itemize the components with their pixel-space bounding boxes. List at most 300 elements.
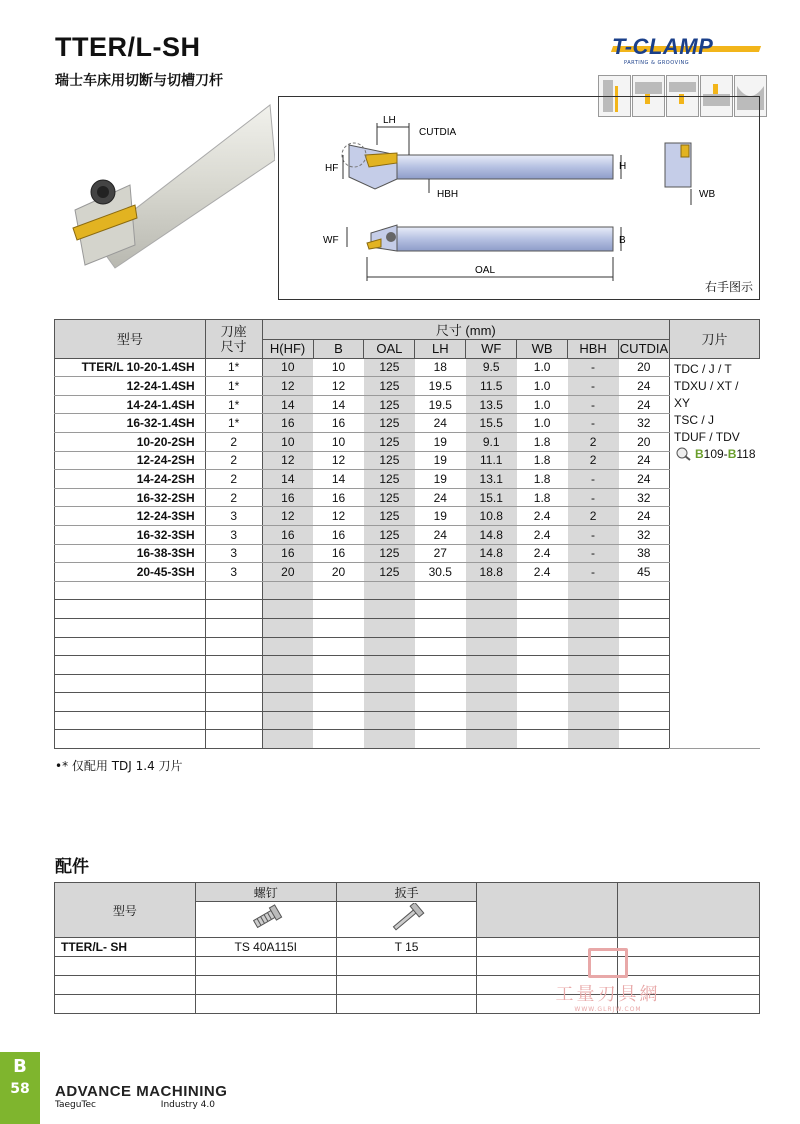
dim-cell: 27 xyxy=(415,544,466,563)
dim-cell xyxy=(568,618,619,637)
dim-cell xyxy=(466,618,517,637)
dim-cell: 19 xyxy=(415,432,466,451)
dim-cell: 19.5 xyxy=(415,377,466,396)
dim-cell: 12 xyxy=(313,507,364,526)
table-row-empty xyxy=(55,693,760,712)
dim-cell: 16 xyxy=(313,488,364,507)
dim-cell: 10 xyxy=(262,432,313,451)
model-cell xyxy=(55,656,206,675)
dim-cell: 14 xyxy=(262,395,313,414)
model-cell: TTER/L 10-20-1.4SH xyxy=(55,358,206,377)
dim-cell xyxy=(517,730,568,749)
dim-cell: 19 xyxy=(415,507,466,526)
dim-cell xyxy=(568,711,619,730)
dim-cell xyxy=(364,656,415,675)
dim-cell xyxy=(415,693,466,712)
watermark-text: 工量刃具網 xyxy=(555,984,661,1005)
dim-cell: 11.5 xyxy=(466,377,517,396)
seat-size-cell: 2 xyxy=(205,470,262,489)
dim-cell: - xyxy=(568,414,619,433)
dim-cell: 125 xyxy=(364,451,415,470)
dim-label-wb: WB xyxy=(699,189,716,200)
dim-cell: - xyxy=(568,488,619,507)
table-row xyxy=(55,470,760,489)
acc-header-model: 型号 xyxy=(55,883,196,938)
dim-cell xyxy=(619,637,670,656)
dim-cell xyxy=(262,600,313,619)
diagram-note: 右手图示 xyxy=(704,280,753,294)
dim-cell xyxy=(364,693,415,712)
dim-cell xyxy=(262,581,313,600)
dim-cell: 16 xyxy=(262,414,313,433)
acc-cell-empty xyxy=(195,957,336,976)
dim-label-wf: WF xyxy=(323,235,339,246)
acc-screw: TS 40A115I xyxy=(195,938,336,957)
dim-cell: - xyxy=(568,377,619,396)
table-row-empty xyxy=(55,581,760,600)
dim-cell xyxy=(568,581,619,600)
dim-cell xyxy=(313,581,364,600)
dim-cell xyxy=(364,674,415,693)
col-header-model: 型号 xyxy=(55,320,206,359)
dim-cell xyxy=(466,637,517,656)
model-cell xyxy=(55,711,206,730)
col-header-dim: LH xyxy=(415,340,466,359)
dim-cell: 24 xyxy=(619,395,670,414)
dim-cell: 1.0 xyxy=(517,414,568,433)
model-cell: 16-32-2SH xyxy=(55,488,206,507)
dim-cell: 1.8 xyxy=(517,451,568,470)
acc-cell-empty xyxy=(336,976,477,995)
dim-cell: - xyxy=(568,544,619,563)
dim-cell: 16 xyxy=(313,414,364,433)
dim-cell xyxy=(415,674,466,693)
model-cell xyxy=(55,581,206,600)
dim-cell: 20 xyxy=(313,563,364,582)
seat-size-cell: 1* xyxy=(205,395,262,414)
dim-cell: 1.0 xyxy=(517,358,568,377)
acc-cell-empty xyxy=(336,995,477,1014)
dim-cell xyxy=(313,637,364,656)
dim-cell: 9.1 xyxy=(466,432,517,451)
insert-type: TDC / J / T xyxy=(673,361,732,376)
dim-cell xyxy=(364,618,415,637)
ref-page: 109- xyxy=(703,446,728,461)
page-subtitle: 瑞士车床用切断与切槽刀杆 xyxy=(55,73,223,89)
dim-cell xyxy=(466,600,517,619)
dim-cell: 14.8 xyxy=(466,544,517,563)
dim-cell: 24 xyxy=(619,451,670,470)
page-tab xyxy=(0,1052,40,1124)
dim-label-hf: HF xyxy=(325,163,339,174)
dim-cell xyxy=(619,656,670,675)
dim-cell: 1.0 xyxy=(517,377,568,396)
model-cell: 16-38-3SH xyxy=(55,544,206,563)
col-header-seat: 刀座 尺寸 xyxy=(205,320,262,359)
dim-cell: 16 xyxy=(262,525,313,544)
dim-label-cutdia: CUTDIA xyxy=(419,127,457,138)
acc-cell-empty xyxy=(195,976,336,995)
dim-cell: 32 xyxy=(619,414,670,433)
dim-cell: 14 xyxy=(313,470,364,489)
model-cell: 14-24-2SH xyxy=(55,470,206,489)
model-cell xyxy=(55,600,206,619)
dim-cell: 2.4 xyxy=(517,507,568,526)
dim-cell: 10.8 xyxy=(466,507,517,526)
dim-cell: 16 xyxy=(262,544,313,563)
seat-size-cell: 3 xyxy=(205,563,262,582)
col-header-dims: 尺寸 (mm) xyxy=(262,320,669,340)
acc-model: TTER/L- SH xyxy=(55,938,196,957)
dim-label-b: B xyxy=(619,235,626,246)
dim-cell: 2 xyxy=(568,507,619,526)
dim-cell: 20 xyxy=(619,432,670,451)
dim-cell xyxy=(619,711,670,730)
dim-cell: 19.5 xyxy=(415,395,466,414)
dim-cell xyxy=(262,711,313,730)
seat-size-cell: 2 xyxy=(205,488,262,507)
dim-cell xyxy=(568,637,619,656)
page-title: TTER/L-SH xyxy=(55,32,201,62)
page-number: 58 xyxy=(10,1081,30,1097)
seat-size-cell: 1* xyxy=(205,377,262,396)
dim-cell: - xyxy=(568,358,619,377)
insert-type: TDUF / TDV xyxy=(673,429,740,444)
ref-letter: B xyxy=(727,446,737,461)
table-row-empty xyxy=(55,600,760,619)
dim-cell xyxy=(262,637,313,656)
dim-cell xyxy=(262,656,313,675)
model-cell xyxy=(55,637,206,656)
brand-name: T-CLAMP xyxy=(612,34,714,59)
dim-cell xyxy=(517,674,568,693)
insert-type: TDXU / XT / XY xyxy=(673,378,739,410)
dim-cell: - xyxy=(568,525,619,544)
dim-cell: 9.5 xyxy=(466,358,517,377)
col-header-dim: WB xyxy=(517,340,568,359)
dim-cell xyxy=(415,618,466,637)
table-row-empty xyxy=(55,656,760,675)
dim-cell xyxy=(517,600,568,619)
dim-cell: 125 xyxy=(364,525,415,544)
dim-cell xyxy=(415,656,466,675)
table-row xyxy=(55,377,760,396)
dim-cell xyxy=(568,674,619,693)
dim-cell: 125 xyxy=(364,432,415,451)
dim-cell xyxy=(466,581,517,600)
seat-size-cell xyxy=(205,581,262,600)
dim-cell xyxy=(262,618,313,637)
watermark xyxy=(538,948,678,1013)
dim-cell xyxy=(364,711,415,730)
dim-cell xyxy=(619,600,670,619)
table-row xyxy=(55,525,760,544)
dim-cell: 1.8 xyxy=(517,488,568,507)
seat-size-cell xyxy=(205,693,262,712)
ref-page: 118 xyxy=(736,446,756,461)
model-cell xyxy=(55,730,206,749)
dim-cell xyxy=(313,730,364,749)
model-cell xyxy=(55,693,206,712)
dim-cell: 16 xyxy=(262,488,313,507)
spec-table xyxy=(54,319,760,749)
seat-size-cell xyxy=(205,656,262,675)
dim-cell xyxy=(313,618,364,637)
dim-cell: 10 xyxy=(313,358,364,377)
table-row xyxy=(55,414,760,433)
screw-icon xyxy=(195,902,336,938)
dim-cell xyxy=(568,600,619,619)
table-row xyxy=(55,507,760,526)
dim-cell: 2 xyxy=(568,432,619,451)
seat-size-cell: 3 xyxy=(205,507,262,526)
dim-cell xyxy=(466,711,517,730)
dim-cell xyxy=(619,674,670,693)
insert-type: TSC / J xyxy=(673,412,714,427)
footer-logo xyxy=(55,1083,227,1110)
dim-cell xyxy=(517,618,568,637)
dim-cell: 32 xyxy=(619,525,670,544)
dim-cell: - xyxy=(568,563,619,582)
tool-holder-photo xyxy=(55,100,275,280)
dim-cell xyxy=(517,711,568,730)
accessories-title: 配件 xyxy=(55,857,89,877)
seat-size-cell: 2 xyxy=(205,432,262,451)
dim-cell: 125 xyxy=(364,414,415,433)
dim-cell xyxy=(262,674,313,693)
dim-cell: 18.8 xyxy=(466,563,517,582)
footer-logo-text: ADVANCE MACHINING xyxy=(55,1083,228,1100)
acc-wrench: T 15 xyxy=(336,938,477,957)
col-header-dim: OAL xyxy=(364,340,415,359)
model-cell xyxy=(55,674,206,693)
watermark-url: WWW.GLRJW.COM xyxy=(574,1006,642,1013)
dim-cell: - xyxy=(568,395,619,414)
dim-label-hbh: HBH xyxy=(437,189,459,200)
table-row-empty xyxy=(55,618,760,637)
acc-cell-empty xyxy=(195,995,336,1014)
seat-size-cell xyxy=(205,618,262,637)
dim-cell xyxy=(313,600,364,619)
dim-cell: 10 xyxy=(262,358,313,377)
dim-cell: 12 xyxy=(262,507,313,526)
magnifier-icon xyxy=(674,446,692,462)
dim-cell xyxy=(619,693,670,712)
dim-cell: 13.1 xyxy=(466,470,517,489)
dim-cell: 24 xyxy=(619,470,670,489)
dim-cell xyxy=(568,656,619,675)
dim-cell: 24 xyxy=(415,488,466,507)
model-cell: 16-32-3SH xyxy=(55,525,206,544)
dim-cell xyxy=(415,581,466,600)
dim-cell xyxy=(517,693,568,712)
model-cell: 12-24-3SH xyxy=(55,507,206,526)
dim-cell: 38 xyxy=(619,544,670,563)
table-row-empty xyxy=(55,730,760,749)
dim-label-oal: OAL xyxy=(475,265,496,276)
footer-slogan: Industry 4.0 xyxy=(160,1100,215,1110)
dim-cell xyxy=(517,656,568,675)
acc-cell-empty xyxy=(55,995,196,1014)
dim-cell: 14 xyxy=(262,470,313,489)
dim-cell xyxy=(466,730,517,749)
dim-cell xyxy=(619,730,670,749)
dim-cell xyxy=(466,674,517,693)
dim-cell: 2.4 xyxy=(517,544,568,563)
dim-cell: 2.4 xyxy=(517,563,568,582)
col-header-dim: B xyxy=(313,340,364,359)
dim-cell xyxy=(466,693,517,712)
col-header-dim: WF xyxy=(466,340,517,359)
table-row xyxy=(55,432,760,451)
section-letter: B xyxy=(13,1056,27,1077)
model-cell: 14-24-1.4SH xyxy=(55,395,206,414)
col-header-dim: HBH xyxy=(568,340,619,359)
dim-cell: 125 xyxy=(364,377,415,396)
dim-label-h: H xyxy=(619,161,627,172)
dim-cell: 1.8 xyxy=(517,470,568,489)
dim-cell: 19 xyxy=(415,451,466,470)
dim-cell xyxy=(313,711,364,730)
seat-size-cell xyxy=(205,637,262,656)
model-cell: 20-45-3SH xyxy=(55,563,206,582)
dim-cell xyxy=(313,693,364,712)
dim-cell: 45 xyxy=(619,563,670,582)
table-row xyxy=(55,544,760,563)
dim-cell: 12 xyxy=(313,451,364,470)
acc-header-empty-2 xyxy=(618,883,760,938)
dim-cell: 10 xyxy=(313,432,364,451)
seat-size-cell: 1* xyxy=(205,358,262,377)
dim-cell xyxy=(466,656,517,675)
model-cell: 12-24-2SH xyxy=(55,451,206,470)
dim-cell: 24 xyxy=(619,507,670,526)
dim-cell: 1.8 xyxy=(517,432,568,451)
acc-header-wrench: 扳手 xyxy=(336,883,477,902)
seat-size-cell xyxy=(205,730,262,749)
table-row xyxy=(55,563,760,582)
dim-cell xyxy=(364,600,415,619)
dim-cell xyxy=(262,693,313,712)
dim-cell: 16 xyxy=(313,544,364,563)
dim-cell: 15.5 xyxy=(466,414,517,433)
seat-size-cell: 3 xyxy=(205,525,262,544)
dim-label-lh: LH xyxy=(383,115,396,126)
seat-size-cell xyxy=(205,711,262,730)
dim-cell: 32 xyxy=(619,488,670,507)
dim-cell: 19 xyxy=(415,470,466,489)
dim-cell: 12 xyxy=(262,377,313,396)
seat-size-cell xyxy=(205,674,262,693)
table-row xyxy=(55,488,760,507)
dim-cell xyxy=(364,730,415,749)
table-row-empty xyxy=(55,711,760,730)
acc-header-empty-1 xyxy=(477,883,618,938)
dim-cell xyxy=(568,693,619,712)
dim-cell xyxy=(364,581,415,600)
ref-letter: B xyxy=(694,446,704,461)
acc-cell-empty xyxy=(55,957,196,976)
footer-company: TaeguTec xyxy=(55,1100,96,1110)
insert-page-reference[interactable] xyxy=(674,446,756,463)
model-cell xyxy=(55,618,206,637)
dim-cell: 18 xyxy=(415,358,466,377)
dim-cell xyxy=(517,637,568,656)
seat-size-cell: 1* xyxy=(205,414,262,433)
dim-cell: 1.0 xyxy=(517,395,568,414)
acc-cell-empty xyxy=(55,976,196,995)
dim-cell: 125 xyxy=(364,544,415,563)
dim-cell: 125 xyxy=(364,358,415,377)
table-row xyxy=(55,358,760,377)
dim-cell: 14 xyxy=(313,395,364,414)
dim-cell: 24 xyxy=(619,377,670,396)
dim-cell xyxy=(517,581,568,600)
dim-cell xyxy=(415,711,466,730)
seat-size-cell: 2 xyxy=(205,451,262,470)
dim-cell: 12 xyxy=(313,377,364,396)
model-cell: 10-20-2SH xyxy=(55,432,206,451)
dimension-diagram xyxy=(278,96,760,300)
dim-cell: 16 xyxy=(313,525,364,544)
dim-cell: 12 xyxy=(262,451,313,470)
dim-cell xyxy=(415,600,466,619)
dim-cell xyxy=(364,637,415,656)
dim-cell xyxy=(568,730,619,749)
dim-cell xyxy=(262,730,313,749)
dim-cell: 2.4 xyxy=(517,525,568,544)
table-row-empty xyxy=(55,674,760,693)
insert-cell xyxy=(669,358,759,748)
acc-cell-empty xyxy=(336,957,477,976)
watermark-logo-icon xyxy=(588,948,628,978)
dim-cell xyxy=(415,637,466,656)
wrench-icon xyxy=(336,902,477,938)
model-cell: 16-32-1.4SH xyxy=(55,414,206,433)
dim-cell: 15.1 xyxy=(466,488,517,507)
dim-cell: 30.5 xyxy=(415,563,466,582)
footnote: •* 仅配用 TDJ 1.4 刀片 xyxy=(55,759,183,773)
seat-size-cell: 3 xyxy=(205,544,262,563)
table-row xyxy=(55,395,760,414)
acc-header-screw: 螺钉 xyxy=(195,883,336,902)
col-header-dim: CUTDIA xyxy=(619,341,669,357)
dim-cell xyxy=(415,730,466,749)
dim-cell xyxy=(619,618,670,637)
dim-cell: 20 xyxy=(262,563,313,582)
dim-cell: 24 xyxy=(415,414,466,433)
dim-cell: 24 xyxy=(415,525,466,544)
dim-cell: - xyxy=(568,470,619,489)
dim-cell: 125 xyxy=(364,488,415,507)
seat-size-cell xyxy=(205,600,262,619)
dim-cell: 125 xyxy=(364,470,415,489)
col-header-dim: H(HF) xyxy=(262,340,313,359)
dim-cell xyxy=(313,656,364,675)
col-header-insert: 刀片 xyxy=(669,320,759,359)
table-row-empty xyxy=(55,637,760,656)
model-cell: 12-24-1.4SH xyxy=(55,377,206,396)
dim-cell xyxy=(619,581,670,600)
dim-cell: 125 xyxy=(364,507,415,526)
dim-cell: 20 xyxy=(619,358,670,377)
brand-logo xyxy=(612,34,760,66)
dim-cell: 125 xyxy=(364,563,415,582)
dim-cell: 2 xyxy=(568,451,619,470)
dim-cell: 125 xyxy=(364,395,415,414)
dim-cell: 11.1 xyxy=(466,451,517,470)
dim-cell: 14.8 xyxy=(466,525,517,544)
